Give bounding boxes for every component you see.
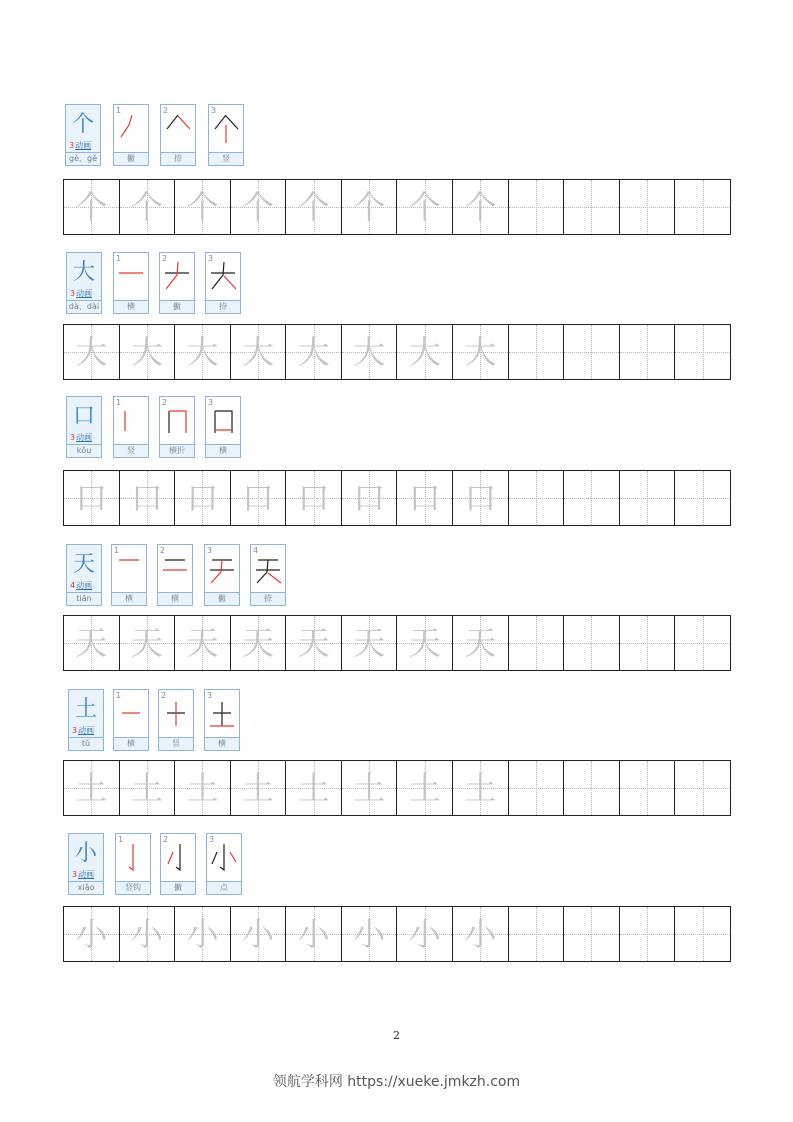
practice-cell[interactable]: 大: [231, 325, 287, 379]
practice-cell[interactable]: [675, 907, 730, 961]
practice-cell[interactable]: [509, 471, 565, 525]
stroke-order-header: [63, 689, 731, 755]
stroke-card: [208, 104, 244, 166]
stroke-name: 捺: [161, 152, 195, 165]
stroke-number: 3: [208, 254, 214, 263]
stroke-step-icon: [118, 840, 148, 874]
practice-cell[interactable]: 小: [342, 907, 398, 961]
stroke-step-icon: [114, 551, 144, 585]
stroke-step-icon: [116, 696, 146, 730]
stroke-step-icon: [116, 111, 146, 145]
stroke-step-icon: [207, 696, 237, 730]
stroke-card: [111, 544, 147, 606]
stroke-card: [205, 396, 241, 458]
stroke-card: [113, 396, 149, 458]
stroke-step-icon: [161, 696, 191, 730]
stroke-number: 1: [116, 691, 122, 700]
practice-cell[interactable]: 口: [342, 471, 398, 525]
pinyin-label: xiǎo: [69, 881, 103, 894]
practice-cell[interactable]: [564, 180, 620, 234]
practice-cell[interactable]: [564, 761, 620, 815]
stroke-card: [205, 252, 241, 314]
practice-cell[interactable]: [564, 616, 620, 670]
char-glyph: 大: [72, 260, 95, 285]
footer-source[interactable]: 领航学科网 https://xueke.jmkzh.com: [272, 1074, 521, 1090]
stroke-number: 3: [207, 546, 213, 555]
practice-cell[interactable]: 个: [453, 180, 509, 234]
stroke-name: 竖钩: [116, 881, 150, 894]
stroke-name: 竖: [159, 737, 193, 750]
stroke-number: 2: [161, 691, 167, 700]
stroke-name: 横折: [160, 444, 194, 457]
practice-cell[interactable]: 小: [175, 907, 231, 961]
practice-grid: [63, 324, 731, 380]
practice-cell[interactable]: 小: [286, 907, 342, 961]
practice-cell[interactable]: [620, 471, 676, 525]
char-card: [66, 544, 102, 606]
practice-cell[interactable]: 口: [397, 471, 453, 525]
char-glyph: 个: [71, 112, 94, 137]
practice-cell[interactable]: [675, 616, 730, 670]
stroke-card: [206, 833, 242, 895]
practice-cell[interactable]: [620, 616, 676, 670]
char-card: [66, 396, 102, 458]
char-card: [65, 104, 101, 166]
stroke-card: [159, 396, 195, 458]
stroke-card: [113, 104, 149, 166]
stroke-number: 2: [163, 835, 169, 844]
practice-grid: [63, 760, 731, 816]
practice-grid: [63, 906, 731, 962]
practice-cell[interactable]: [509, 325, 565, 379]
stroke-card: [204, 689, 240, 751]
stroke-step-icon: [209, 840, 239, 874]
stroke-number: 1: [118, 835, 124, 844]
practice-cell[interactable]: 天: [231, 616, 287, 670]
practice-cell[interactable]: [564, 325, 620, 379]
practice-cell[interactable]: [675, 180, 730, 234]
stroke-count: 3: [70, 289, 76, 298]
practice-cell[interactable]: 大: [175, 325, 231, 379]
practice-cell[interactable]: [620, 325, 676, 379]
practice-cell[interactable]: 个: [175, 180, 231, 234]
practice-grid: [63, 615, 731, 671]
animate-link[interactable]: 3动画: [69, 141, 92, 150]
stroke-name: 撇: [161, 881, 195, 894]
stroke-card: [204, 544, 240, 606]
stroke-name: 竖: [209, 152, 243, 165]
stroke-name: 横: [206, 444, 240, 457]
stroke-step-icon: [162, 403, 192, 437]
stroke-card: [158, 689, 194, 751]
stroke-step-icon: [163, 840, 193, 874]
practice-cell[interactable]: [509, 907, 565, 961]
stroke-order-header: [63, 396, 731, 462]
stroke-number: 2: [163, 106, 169, 115]
practice-cell[interactable]: 土: [453, 761, 509, 815]
practice-cell[interactable]: 小: [453, 907, 509, 961]
stroke-card: [157, 544, 193, 606]
stroke-number: 3: [211, 106, 217, 115]
practice-grid: [63, 179, 731, 235]
practice-cell[interactable]: 大: [342, 325, 398, 379]
stroke-step-icon: [116, 403, 146, 437]
practice-cell[interactable]: [509, 180, 565, 234]
char-card: [66, 252, 102, 314]
stroke-name: 横: [205, 737, 239, 750]
practice-grid: [63, 470, 731, 526]
stroke-number: 2: [162, 398, 168, 407]
practice-cell[interactable]: 口: [64, 471, 120, 525]
pinyin-label: tǔ: [69, 737, 103, 750]
practice-cell[interactable]: 口: [453, 471, 509, 525]
practice-cell[interactable]: [564, 471, 620, 525]
practice-cell[interactable]: 个: [120, 180, 176, 234]
stroke-name: 捺: [251, 592, 285, 605]
practice-cell[interactable]: 天: [342, 616, 398, 670]
stroke-card: [160, 833, 196, 895]
practice-cell[interactable]: 口: [231, 471, 287, 525]
stroke-count: 3: [72, 870, 78, 879]
stroke-step-icon: [211, 111, 241, 145]
char-card: [68, 833, 104, 895]
stroke-name: 撇: [205, 592, 239, 605]
stroke-order-header: [63, 544, 731, 610]
stroke-number: 3: [209, 835, 215, 844]
stroke-number: 1: [116, 254, 122, 263]
stroke-count: 3: [70, 433, 76, 442]
char-block-xiao: [63, 833, 731, 953]
stroke-number: 2: [160, 546, 166, 555]
animate-link[interactable]: 4动画: [70, 581, 93, 590]
animate-link[interactable]: 3动画: [72, 726, 95, 735]
char-block-tu: [63, 689, 731, 807]
stroke-number: 3: [207, 691, 213, 700]
practice-cell[interactable]: 个: [397, 180, 453, 234]
practice-cell[interactable]: [620, 180, 676, 234]
stroke-order-header: [63, 252, 731, 318]
practice-cell[interactable]: 天: [175, 616, 231, 670]
practice-cell[interactable]: 土: [286, 761, 342, 815]
stroke-step-icon: [160, 551, 190, 585]
stroke-number: 1: [114, 546, 120, 555]
stroke-name: 横: [114, 300, 148, 313]
stroke-card: [113, 252, 149, 314]
practice-cell[interactable]: [675, 325, 730, 379]
stroke-step-icon: [208, 403, 238, 437]
char-glyph: 口: [72, 404, 95, 429]
practice-cell[interactable]: [564, 907, 620, 961]
stroke-step-icon: [163, 111, 193, 145]
practice-cell[interactable]: 个: [342, 180, 398, 234]
animate-link[interactable]: 3动画: [70, 433, 93, 442]
stroke-card: [250, 544, 286, 606]
practice-cell[interactable]: 大: [120, 325, 176, 379]
stroke-count: 4: [70, 581, 76, 590]
char-block-ge: [63, 104, 731, 226]
practice-cell[interactable]: 口: [286, 471, 342, 525]
practice-cell[interactable]: [675, 761, 730, 815]
stroke-order-header: [63, 104, 731, 170]
stroke-name: 撇: [114, 152, 148, 165]
practice-cell[interactable]: [509, 761, 565, 815]
stroke-step-icon: [208, 259, 238, 293]
stroke-card: [115, 833, 151, 895]
stroke-count: 3: [69, 141, 75, 150]
char-glyph: 天: [72, 552, 95, 577]
stroke-name: 横: [112, 592, 146, 605]
char-block-da: [63, 252, 731, 371]
char-glyph: 土: [74, 697, 97, 722]
practice-cell[interactable]: 天: [397, 616, 453, 670]
practice-cell[interactable]: [620, 761, 676, 815]
stroke-name: 捺: [206, 300, 240, 313]
char-card: [68, 689, 104, 751]
practice-cell[interactable]: 小: [397, 907, 453, 961]
practice-cell[interactable]: 大: [453, 325, 509, 379]
stroke-name: 竖: [114, 444, 148, 457]
stroke-count: 3: [72, 726, 78, 735]
pinyin-label: tiān: [67, 592, 101, 605]
practice-cell[interactable]: 土: [64, 761, 120, 815]
char-block-kou: [63, 396, 731, 517]
stroke-step-icon: [162, 259, 192, 293]
stroke-card: [113, 689, 149, 751]
practice-cell[interactable]: 土: [120, 761, 176, 815]
practice-cell[interactable]: 小: [231, 907, 287, 961]
practice-cell[interactable]: [675, 471, 730, 525]
practice-cell[interactable]: 个: [231, 180, 287, 234]
practice-cell[interactable]: 小: [120, 907, 176, 961]
practice-cell[interactable]: 小: [64, 907, 120, 961]
stroke-step-icon: [207, 551, 237, 585]
practice-cell[interactable]: 大: [64, 325, 120, 379]
stroke-card: [159, 252, 195, 314]
animate-link[interactable]: 3动画: [72, 870, 95, 879]
stroke-number: 1: [116, 398, 122, 407]
stroke-card: [160, 104, 196, 166]
stroke-name: 横: [158, 592, 192, 605]
practice-cell[interactable]: 土: [231, 761, 287, 815]
pinyin-label: dà、dài: [68, 302, 100, 311]
pinyin-label: kǒu: [67, 444, 101, 457]
stroke-number: 4: [253, 546, 259, 555]
practice-cell[interactable]: [509, 616, 565, 670]
practice-cell[interactable]: 口: [175, 471, 231, 525]
char-block-tian: [63, 544, 731, 662]
practice-cell[interactable]: 土: [175, 761, 231, 815]
char-glyph: 小: [74, 841, 97, 866]
stroke-name: 撇: [160, 300, 194, 313]
practice-cell[interactable]: 个: [286, 180, 342, 234]
practice-cell[interactable]: 大: [286, 325, 342, 379]
stroke-number: 1: [116, 106, 122, 115]
practice-cell[interactable]: 天: [453, 616, 509, 670]
pinyin-label: gè、gě: [66, 152, 100, 165]
practice-cell[interactable]: 土: [397, 761, 453, 815]
stroke-step-icon: [253, 551, 283, 585]
practice-cell[interactable]: 个: [64, 180, 120, 234]
stroke-step-icon: [116, 259, 146, 293]
stroke-number: 3: [208, 398, 214, 407]
practice-cell[interactable]: 土: [342, 761, 398, 815]
stroke-name: 横: [114, 737, 148, 750]
practice-cell[interactable]: 天: [286, 616, 342, 670]
stroke-order-header: [63, 833, 731, 899]
practice-cell[interactable]: 口: [120, 471, 176, 525]
practice-cell[interactable]: [620, 907, 676, 961]
stroke-name: 点: [207, 881, 241, 894]
practice-cell[interactable]: 大: [397, 325, 453, 379]
practice-cell[interactable]: 天: [120, 616, 176, 670]
animate-link[interactable]: 3动画: [70, 289, 93, 298]
practice-cell[interactable]: 天: [64, 616, 120, 670]
stroke-number: 2: [162, 254, 168, 263]
page-number: 2: [393, 1029, 400, 1042]
